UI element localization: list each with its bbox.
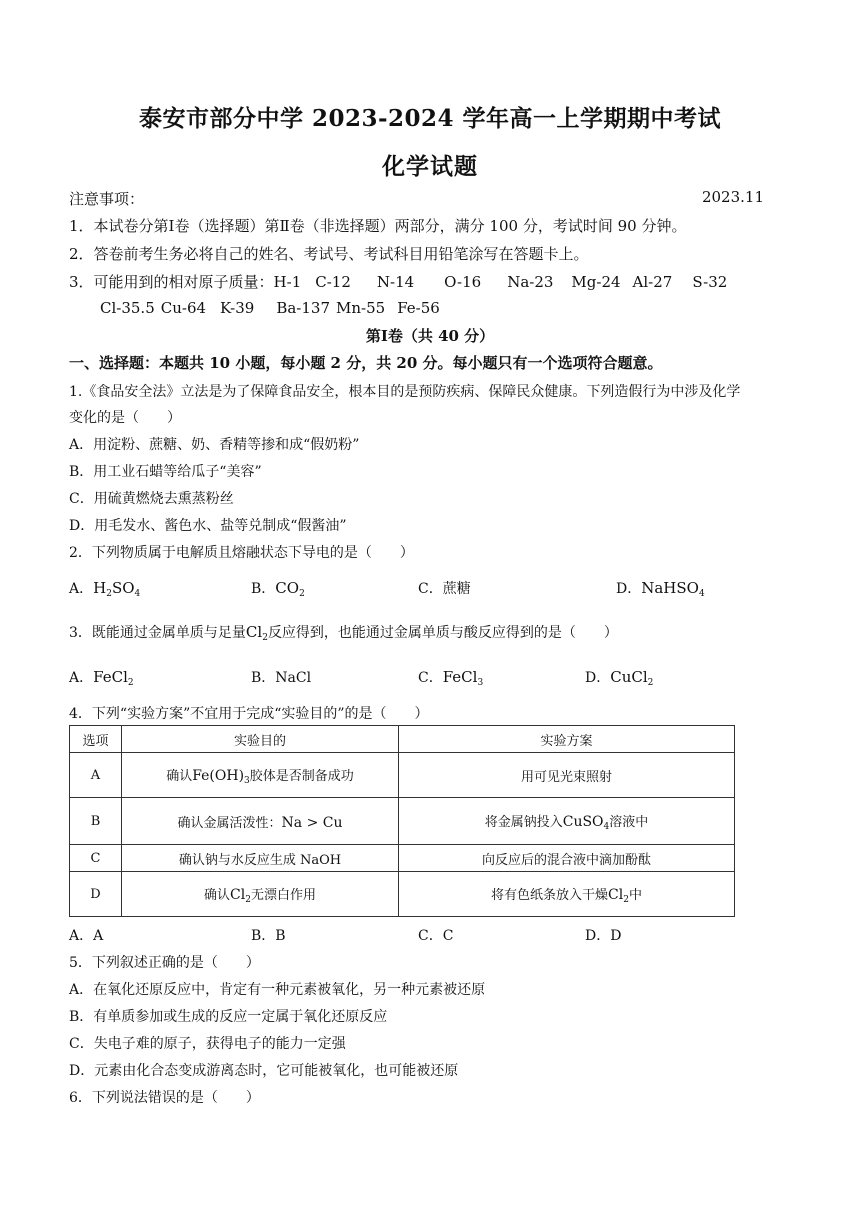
q1-option-c: C．用硫黄燃烧去熏蒸粉丝 bbox=[69, 491, 234, 507]
q5-option-b: B．有单质参加或生成的反应一定属于氧化还原反应 bbox=[69, 1009, 388, 1025]
q1-option-d: D．用毛发水、酱色水、盐等兑制成“假酱油” bbox=[69, 518, 347, 534]
atomic-mass: K-39 bbox=[220, 299, 255, 317]
atomic-mass: O-16 bbox=[444, 273, 482, 291]
notice-item-3-continued bbox=[100, 299, 452, 317]
atomic-mass: Cl-35.5 bbox=[100, 299, 155, 317]
q5-option-c: C．失电子难的原子，获得电子的能力一定强 bbox=[69, 1036, 346, 1052]
row-plan: 将有色纸条放入干燥$Cl_2$中 bbox=[399, 872, 735, 917]
q1-stem-line2: 变化的是（ ） bbox=[69, 410, 181, 426]
q1-option-a: A．用淀粉、蔗糖、奶、香精等掺和成“假奶粉” bbox=[69, 437, 360, 453]
atomic-mass: Al-27 bbox=[632, 273, 673, 291]
q4-option-a: A．A bbox=[69, 928, 104, 944]
q1-stem-line1: 1.《食品安全法》立法是为了保障食品安全，根本目的是预防疾病、保障民众健康。下列造假行为中涉及化学 bbox=[69, 384, 741, 400]
header-goal: 实验目的 bbox=[122, 726, 399, 753]
q5-stem: 5．下列叙述正确的是（ ） bbox=[69, 955, 260, 971]
notice-item-2: 2．答卷前考生务必将自己的姓名、考试号、考试科目用铅笔涂写在答题卡上。 bbox=[69, 245, 589, 263]
atomic-mass: N-14 bbox=[376, 273, 415, 291]
row-goal: 确认钠与水反应生成 NaOH bbox=[122, 845, 399, 872]
q3-option-c: C．FeCl$_3$ bbox=[418, 668, 484, 688]
atomic-mass: Fe-56 bbox=[397, 299, 440, 317]
exam-date: 2023.11 bbox=[701, 188, 764, 206]
q3-option-d: D．CuCl$_2$ bbox=[585, 668, 654, 688]
part-one-title: 第Ⅰ卷（共 40 分） bbox=[365, 327, 495, 345]
q3-stem: 3．既能通过金属单质与足量$Cl_2$反应得到，也能通过金属单质与酸反应得到的是（ ） bbox=[69, 623, 618, 643]
q2-option-c: C．蔗糖 bbox=[418, 581, 471, 597]
table-row bbox=[70, 753, 735, 798]
q6-stem: 6．下列说法错误的是（ ） bbox=[69, 1090, 260, 1106]
q3-option-b: B．NaCl bbox=[251, 670, 312, 686]
row-goal: 确认$Cl_2$无漂白作用 bbox=[122, 872, 399, 917]
notice-item-3-prefix: 3．可能用到的相对原子质量： bbox=[69, 273, 274, 291]
q4-option-d: D．D bbox=[585, 928, 622, 944]
q4-option-b: B．B bbox=[251, 928, 286, 944]
q2-option-d: D．NaHSO$_4$ bbox=[616, 579, 705, 599]
header-option: 选项 bbox=[70, 726, 122, 753]
atomic-mass: C-12 bbox=[315, 273, 351, 291]
q4-option-c: C．C bbox=[418, 928, 454, 944]
atomic-mass: H-1 bbox=[273, 273, 302, 291]
section-heading: 一、选择题：本题共 10 小题，每小题 2 分，共 20 分。每小题只有一个选项符合题意。 bbox=[69, 354, 663, 372]
exam-title: 泰安市部分中学 2023-2024 学年高一上学期期中考试 bbox=[138, 105, 722, 132]
header-plan: 实验方案 bbox=[399, 726, 735, 753]
atomic-mass: Na-23 bbox=[507, 273, 554, 291]
table-header-row bbox=[70, 726, 735, 753]
row-option: B bbox=[70, 798, 122, 845]
q2-stem: 2．下列物质属于电解质且熔融状态下导电的是（ ） bbox=[69, 545, 414, 561]
row-goal: 确认$Fe(OH)_3$胶体是否制备成功 bbox=[122, 753, 399, 798]
atomic-mass: Mn-55 bbox=[336, 299, 386, 317]
table-row bbox=[70, 872, 735, 917]
table-row bbox=[70, 798, 735, 845]
notice-item-3 bbox=[69, 271, 741, 292]
q2-option-b: B．$CO_2$ bbox=[251, 579, 305, 599]
row-option: A bbox=[70, 753, 122, 798]
q3-option-a: A．FeCl$_2$ bbox=[69, 668, 134, 688]
exam-subject: 化学试题 bbox=[382, 153, 478, 180]
atomic-mass: S-32 bbox=[692, 273, 728, 291]
q2-option-a: A．$H_2SO_4$ bbox=[69, 579, 141, 599]
row-option: D bbox=[70, 872, 122, 917]
row-option: C bbox=[70, 845, 122, 872]
row-plan: 将金属钠投入CuSO$_4$溶液中 bbox=[399, 798, 735, 845]
q1-option-b: B．用工业石蜡等给瓜子“美容” bbox=[69, 464, 262, 480]
notice-item-1: 1．本试卷分第Ⅰ卷（选择题）第Ⅱ卷（非选择题）两部分，满分 100 分，考试时间 90 分钟。 bbox=[69, 217, 687, 235]
atomic-mass: Mg-24 bbox=[571, 273, 621, 291]
q5-option-a: A．在氧化还原反应中，肯定有一种元素被氧化，另一种元素被还原 bbox=[69, 982, 486, 998]
q5-option-d: D．元素由化合态变成游离态时，它可能被氧化，也可能被还原 bbox=[69, 1063, 459, 1079]
q4-stem: 4．下列“实验方案”不宜用于完成“实验目的”的是（ ） bbox=[69, 706, 429, 722]
table-row bbox=[70, 845, 735, 872]
atomic-mass: Ba-137 bbox=[276, 299, 330, 317]
row-goal: 确认金属活泼性：Na > Cu bbox=[122, 798, 399, 845]
notice-label: 注意事项： bbox=[69, 190, 145, 208]
row-plan: 向反应后的混合液中滴加酚酞 bbox=[399, 845, 735, 872]
atomic-mass: Cu-64 bbox=[160, 299, 207, 317]
experiment-table bbox=[69, 725, 735, 917]
row-plan: 用可见光束照射 bbox=[399, 753, 735, 798]
